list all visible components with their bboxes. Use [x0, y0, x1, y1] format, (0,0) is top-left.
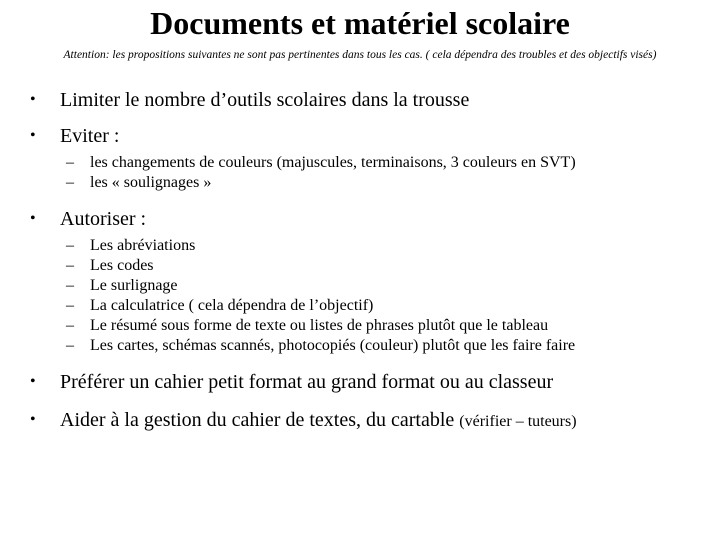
sub-list [66, 236, 710, 356]
dash-icon: – [66, 277, 74, 294]
bullet-text: Eviter : [60, 125, 120, 147]
subtitle-note: Attention: les propositions suivantes ne sont pas pertinentes dans tous les cas. ( cela dépendra des troubles et des objectifs visés) [63, 49, 657, 61]
dash-icon: – [66, 337, 74, 354]
dash-icon: – [66, 297, 74, 314]
bullet-icon: • [30, 91, 36, 108]
sub-item [66, 173, 710, 193]
sub-item [66, 276, 710, 296]
bullet-item [30, 86, 710, 114]
bullet-icon: • [30, 210, 36, 227]
dash-icon: – [66, 317, 74, 334]
sub-item [66, 256, 710, 276]
bullet-icon: • [30, 373, 36, 390]
page-title: Documents et matériel scolaire [150, 5, 570, 41]
sub-item-text: les « soulignages » [90, 174, 212, 191]
bullet-text: Autoriser : [60, 208, 147, 230]
sub-item [66, 296, 710, 316]
bullet-icon: • [30, 127, 36, 144]
sub-item-text: La calculatrice ( cela dépendra de l’objectif) [90, 297, 374, 314]
bullet-text: Limiter le nombre d’outils scolaires dans la trousse [60, 89, 470, 111]
sub-item-text: les changements de couleurs (majuscules, terminaisons, 3 couleurs en SVT) [90, 154, 576, 171]
sub-item-text: Les cartes, schémas scannés, photocopiés (couleur) plutôt que les faire faire [90, 337, 576, 354]
sub-item [66, 236, 710, 256]
sub-list [66, 153, 710, 193]
dash-icon: – [66, 257, 74, 274]
sub-item-text: Le résumé sous forme de texte ou listes de phrases plutôt que le tableau [90, 317, 549, 334]
content-list [30, 86, 710, 436]
bullet-item [30, 205, 710, 233]
bullet-item [30, 368, 710, 396]
sub-item [66, 336, 710, 356]
bullet-item [30, 122, 710, 150]
bullet-icon: • [30, 411, 36, 428]
sub-item-text: Le surlignage [90, 277, 178, 294]
bullet-note: (vérifier – tuteurs) [459, 413, 577, 430]
dash-icon: – [66, 174, 74, 191]
sub-item-text: Les abréviations [90, 237, 196, 254]
bullet-item [30, 406, 710, 436]
bullet-text: Préférer un cahier petit format au grand format ou au classeur [60, 371, 554, 393]
sub-item-text: Les codes [90, 257, 154, 274]
bullet-text: Aider à la gestion du cahier de textes, du cartable [60, 409, 455, 431]
dash-icon: – [66, 154, 74, 171]
sub-item [66, 153, 710, 173]
sub-item [66, 316, 710, 336]
dash-icon: – [66, 237, 74, 254]
